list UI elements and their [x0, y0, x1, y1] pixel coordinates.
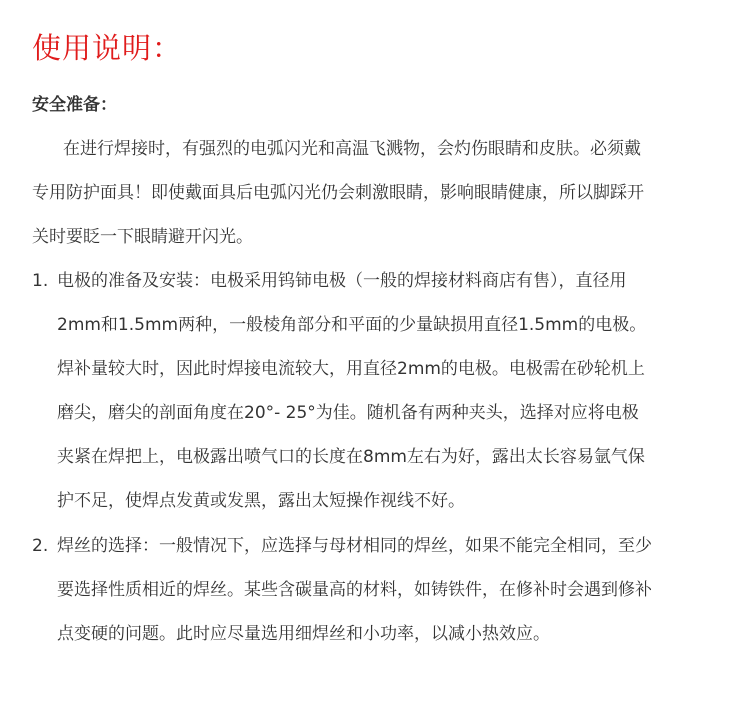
electrode-text-line: 2mm和1.5mm两种，一般棱角部分和平面的少量缺损用直径1.5mm的电极。 [57, 315, 647, 335]
electrode-text-line: 焊补量较大时，因此时焊接电流较大，用直径2mm的电极。电极需在砂轮机上 [57, 359, 645, 379]
safety-text-line: 在进行焊接时，有强烈的电弧闪光和高温飞溅物，会灼伤眼睛和皮肤。必须戴 [63, 139, 641, 159]
electrode-text-line: 磨尖，磨尖的剖面角度在20°- 25°为佳。随机备有两种夹头，选择对应将电极 [57, 403, 639, 423]
safety-text-line: 专用防护面具！即使戴面具后电弧闪光仍会刺激眼睛，影响眼睛健康，所以脚踩开 [32, 183, 644, 203]
item-number: 2. [32, 536, 49, 556]
electrode-text-line: 护不足，使焊点发黄或发黑，露出太短操作视线不好。 [57, 491, 465, 511]
item-number: 1. [32, 271, 49, 291]
safety-heading: 安全准备： [32, 95, 117, 115]
wire-text-line: 点变硬的问题。此时应尽量选用细焊丝和小功率，以减小热效应。 [57, 624, 550, 644]
electrode-text-line: 夹紧在焊把上，电极露出喷气口的长度在8mm左右为好，露出太长容易氩气保 [57, 447, 645, 467]
page-title: 使用说明： [32, 31, 183, 65]
wire-text-line: 焊丝的选择：一般情况下，应选择与母材相同的焊丝，如果不能完全相同，至少 [57, 536, 652, 556]
safety-text-line: 关时要眨一下眼睛避开闪光。 [32, 227, 253, 247]
electrode-text-line: 电极的准备及安装：电极采用钨铈电极（一般的焊接材料商店有售），直径用 [57, 271, 627, 291]
wire-text-line: 要选择性质相近的焊丝。某些含碳量高的材料，如铸铁件，在修补时会遇到修补 [57, 580, 652, 600]
